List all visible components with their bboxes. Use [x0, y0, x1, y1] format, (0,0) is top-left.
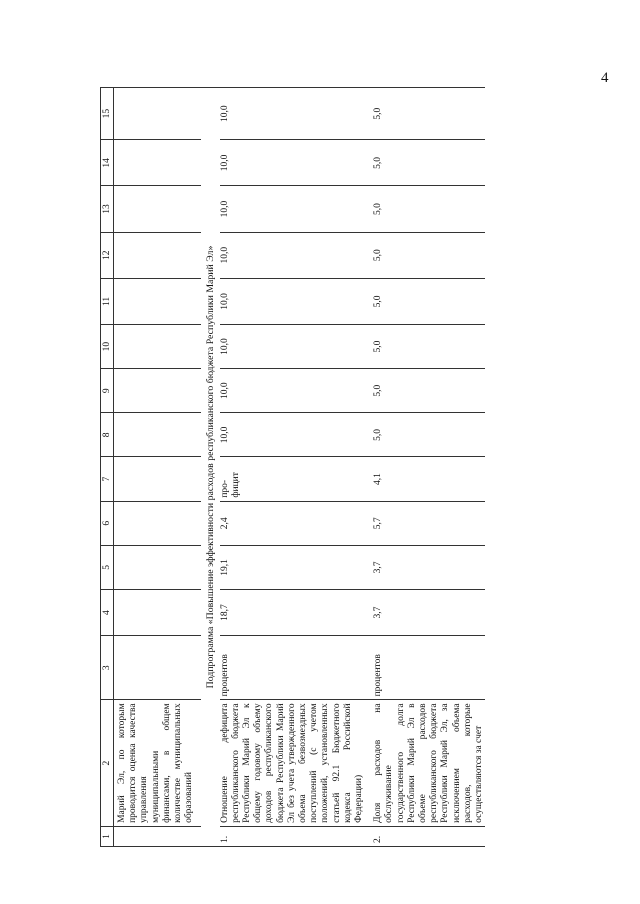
- value-cell: 18,7: [220, 590, 374, 636]
- continuation-row: [114, 88, 202, 847]
- value-cell: 5,0: [373, 140, 485, 186]
- header-cell: 2: [101, 700, 114, 827]
- value-cell: 5,7: [373, 501, 485, 545]
- header-cell: 13: [101, 186, 114, 232]
- continuation-text: Марий Эл, по которым проводится оценка качества управления муниципальными финансами, в общем количестве муниципальных образований: [114, 700, 202, 827]
- subprogram-row: [201, 88, 219, 847]
- header-cell: 3: [101, 636, 114, 700]
- header-cell: 9: [101, 369, 114, 413]
- value-cell: 10,0: [220, 369, 374, 413]
- value-cell: 5,0: [373, 369, 485, 413]
- indicator-name: Отношение дефицита республиканского бюджета Республики Марий Эл к общему годовому объему доходов республиканского бюджета Республики Марий Эл без учета утвержденного объема безвозмездных поступлений (с учетом положений, установленных статьей 92.1 Бюджетного кодекса Российской Федерации): [220, 700, 374, 827]
- header-cell: 7: [101, 457, 114, 501]
- value-cell: 10,0: [220, 232, 374, 278]
- header-cell: 15: [101, 88, 114, 140]
- value-cell: 5,0: [373, 186, 485, 232]
- unit-cell: процентов: [220, 636, 374, 700]
- header-cell: 14: [101, 140, 114, 186]
- header-cell: 11: [101, 278, 114, 324]
- value-cell: 19,1: [220, 545, 374, 589]
- header-cell: 6: [101, 501, 114, 545]
- value-cell: 10,0: [220, 88, 374, 140]
- header-cell: 8: [101, 413, 114, 457]
- value-cell: 5,0: [373, 324, 485, 368]
- row-number: 2.: [373, 826, 485, 846]
- value-cell: 5,0: [373, 413, 485, 457]
- value-cell: 5,0: [373, 278, 485, 324]
- header-cell: 4: [101, 590, 114, 636]
- value-cell: про-фицит: [220, 457, 374, 501]
- unit-cell: процентов: [373, 636, 485, 700]
- row-number: 1.: [220, 826, 374, 846]
- value-cell: 2,4: [220, 501, 374, 545]
- table-row: [373, 88, 485, 847]
- value-cell: 3,7: [373, 545, 485, 589]
- value-cell: 10,0: [220, 140, 374, 186]
- indicator-name: Доля расходов на обслуживание государственного долга Республики Марий Эл в объеме расходов республиканского бюджета Республики Марий Эл, за исключением объема расходов, которые осуществляются за счет: [373, 700, 485, 827]
- header-cell: 5: [101, 545, 114, 589]
- value-cell: 10,0: [220, 186, 374, 232]
- value-cell: 10,0: [220, 324, 374, 368]
- value-cell: 10,0: [220, 413, 374, 457]
- header-cell: 12: [101, 232, 114, 278]
- header-cell: 1: [101, 826, 114, 846]
- value-cell: 3,7: [373, 590, 485, 636]
- value-cell: 4,1: [373, 457, 485, 501]
- value-cell: 10,0: [220, 278, 374, 324]
- header-cell: 10: [101, 324, 114, 368]
- value-cell: 5,0: [373, 88, 485, 140]
- header-row: [101, 88, 114, 847]
- subprogram-title: Подпрограмма «Повышение эффективности расходов республиканского бюджета Республики Марий Эл»: [201, 88, 219, 847]
- rotated-table-container: [100, 87, 640, 847]
- value-cell: 5,0: [373, 232, 485, 278]
- page-number: 4: [601, 70, 609, 86]
- indicators-table: [100, 87, 485, 847]
- table-row: [220, 88, 374, 847]
